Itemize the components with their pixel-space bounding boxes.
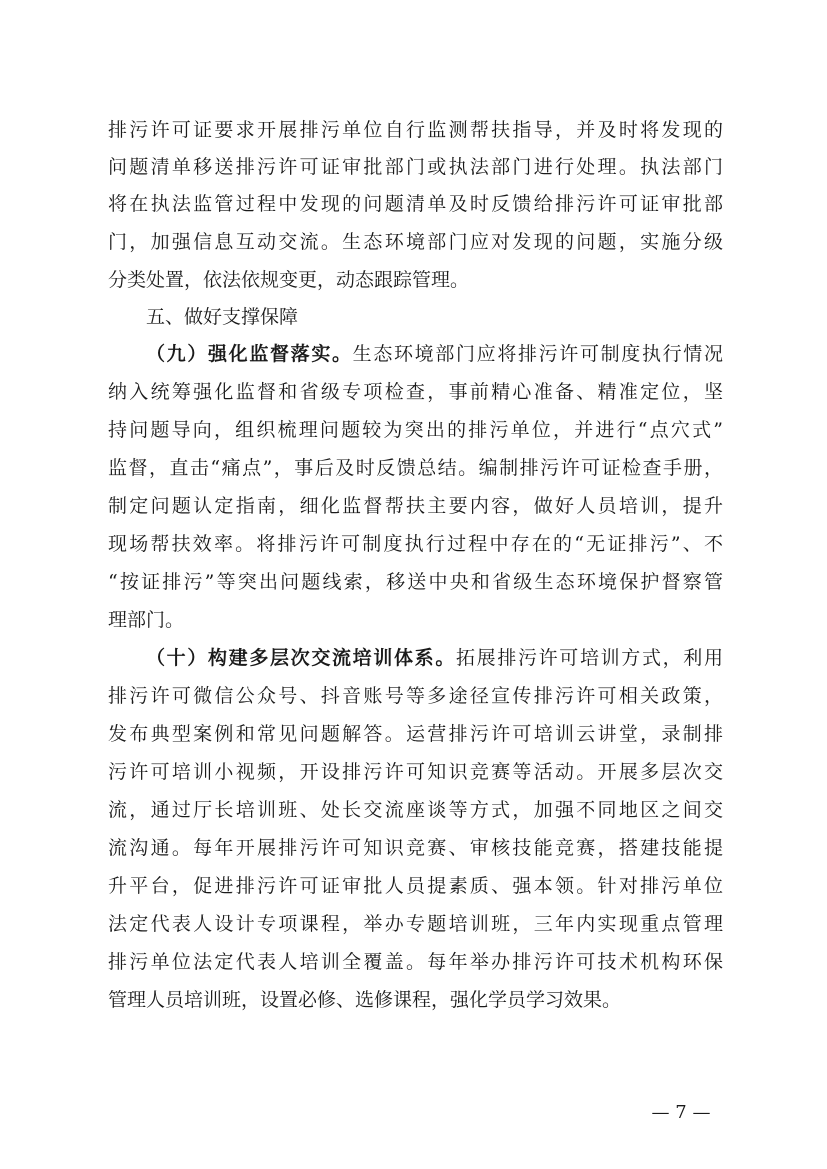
text-line: 法定代表人设计专项课程，举办专题培训班，三年内实现重点管理 bbox=[108, 913, 723, 935]
text-line: 现场帮扶效率。将排污许可制度执行过程中存在的“无证排污”、不 bbox=[108, 533, 723, 555]
text-line: 将在执法监管过程中发现的问题清单及时反馈给排污许可证审批部 bbox=[108, 193, 723, 215]
text-line: 分类处置，依法依规变更，动态跟踪管理。 bbox=[108, 269, 470, 291]
text-line: 发布典型案例和常见问题解答。运营排污许可培训云讲堂，录制排 bbox=[108, 723, 723, 745]
text-line: 理部门。 bbox=[108, 609, 185, 631]
paragraph-title: （九）强化监督落实。 bbox=[146, 343, 353, 365]
text-line: 问题清单移送排污许可证审批部门或执法部门进行处理。执法部门 bbox=[108, 156, 723, 178]
paragraph-first-line bbox=[146, 342, 723, 366]
text-line: 排污许可证要求开展排污单位自行监测帮扶指导，并及时将发现的 bbox=[108, 119, 723, 141]
text-line: 门，加强信息互动交流。生态环境部门应对发现的问题，实施分级 bbox=[108, 231, 723, 253]
text-line: 升平台，促进排污许可证审批人员提素质、强本领。针对排污单位 bbox=[108, 875, 723, 897]
section-heading: 五、做好支撑保障 bbox=[146, 306, 299, 328]
text-line: 制定问题认定指南，细化监督帮扶主要内容，做好人员培训，提升 bbox=[108, 495, 723, 517]
text-line: 管理人员培训班，设置必修、选修课程，强化学员学习效果。 bbox=[108, 989, 622, 1011]
text-line: 流沟通。每年开展排污许可知识竞赛、审核技能竞赛，搭建技能提 bbox=[108, 837, 723, 859]
text-line: 持问题导向，组织梳理问题较为突出的排污单位，并进行“点穴式” bbox=[108, 419, 723, 441]
text-line: 排污单位法定代表人培训全覆盖。每年举办排污许可技术机构环保 bbox=[108, 951, 723, 973]
text-line: 排污许可微信公众号、抖音账号等多途径宣传排污许可相关政策， bbox=[108, 685, 723, 707]
text-line: 纳入统筹强化监督和省级专项检查，事前精心准备、精准定位，坚 bbox=[108, 381, 723, 403]
text-line: “按证排污”等突出问题线索，移送中央和省级生态环境保护督察管 bbox=[108, 571, 723, 593]
page-number: — 7 — bbox=[651, 1102, 711, 1123]
paragraph-title: （十）构建多层次交流培训体系。 bbox=[146, 647, 456, 669]
text-line: 污许可培训小视频，开设排污许可知识竞赛等活动。开展多层次交 bbox=[108, 761, 723, 783]
paragraph-first-line bbox=[146, 646, 723, 670]
paragraph-text: 拓展排污许可培训方式，利用 bbox=[455, 647, 723, 669]
paragraph-text: 生态环境部门应将排污许可制度执行情况 bbox=[352, 343, 723, 365]
text-line: 监督，直击“痛点”，事后及时反馈总结。编制排污许可证检查手册， bbox=[108, 457, 723, 479]
text-line: 流，通过厅长培训班、处长交流座谈等方式，加强不同地区之间交 bbox=[108, 799, 723, 821]
